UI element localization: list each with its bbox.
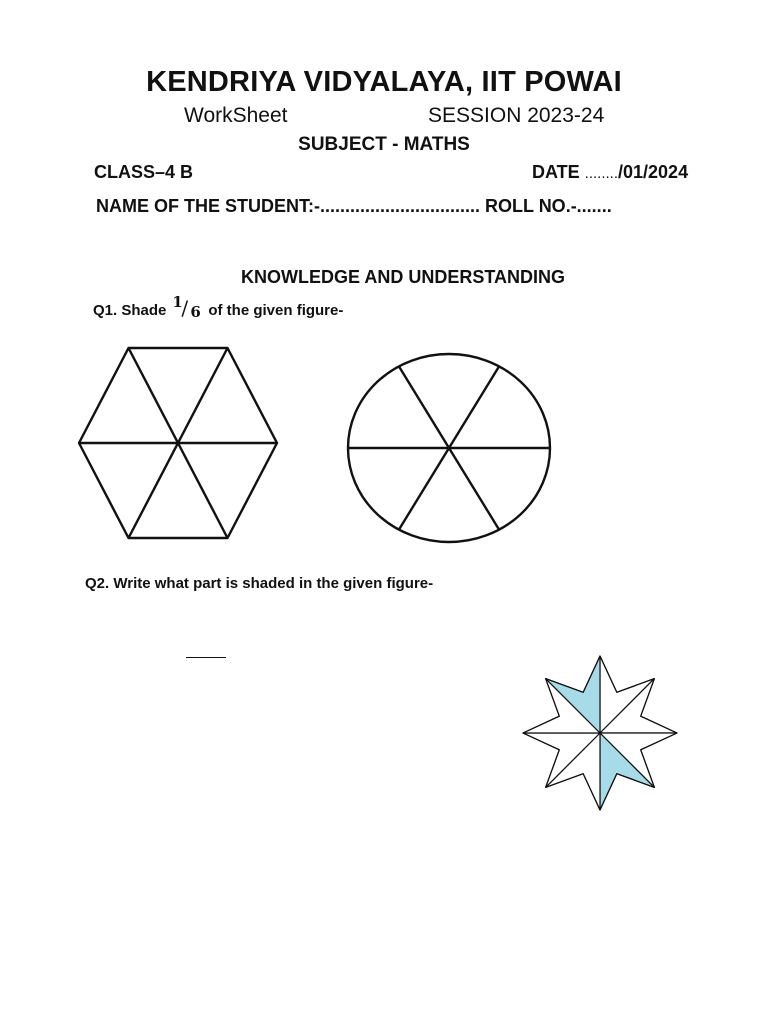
circle-outline [348, 354, 550, 542]
circle-divider-line [399, 367, 499, 530]
question-1 [93, 293, 344, 321]
circle-divider-line [399, 367, 499, 530]
section-title: KNOWLEDGE AND UNDERSTANDING [241, 267, 565, 287]
star-segment [600, 733, 654, 810]
star-segment [600, 679, 677, 733]
q1-prefix: Q1. Shade [93, 302, 167, 319]
fraction-slash: / [181, 296, 189, 320]
star-segment [600, 733, 677, 787]
student-name-line: NAME OF THE STUDENT:-................................ ROLL NO.-....... [96, 196, 612, 216]
date-text: DATE [532, 162, 585, 182]
star-outline [523, 656, 677, 810]
question-2: Q2. Write what part is shaded in the given figure- [85, 575, 434, 592]
class-label: CLASS–4 B [94, 162, 194, 182]
fraction-one-sixth [172, 293, 202, 321]
answer-blank-line [186, 657, 226, 658]
hexagon-divider-line [129, 348, 228, 538]
star-segment [546, 656, 600, 733]
hexagon-divider-line [129, 348, 228, 538]
subject-label: SUBJECT - MATHS [298, 134, 470, 155]
date-label [532, 162, 688, 183]
hexagon-outline [79, 348, 277, 538]
q1-suffix: of the given figure- [208, 302, 344, 319]
school-title: KENDRIYA VIDYALAYA, IIT POWAI [146, 66, 622, 98]
date-value: /01/2024 [618, 162, 689, 182]
fraction-numerator: 1 [172, 293, 183, 311]
worksheet-label: WorkSheet [184, 104, 288, 127]
session-label: SESSION 2023-24 [428, 104, 605, 127]
fraction-denominator: 6 [190, 303, 201, 321]
star-segment [523, 679, 600, 733]
star-segment [546, 733, 600, 810]
star-segment [600, 656, 654, 733]
star-segment [523, 733, 600, 787]
date-dots: ........ [584, 165, 619, 182]
